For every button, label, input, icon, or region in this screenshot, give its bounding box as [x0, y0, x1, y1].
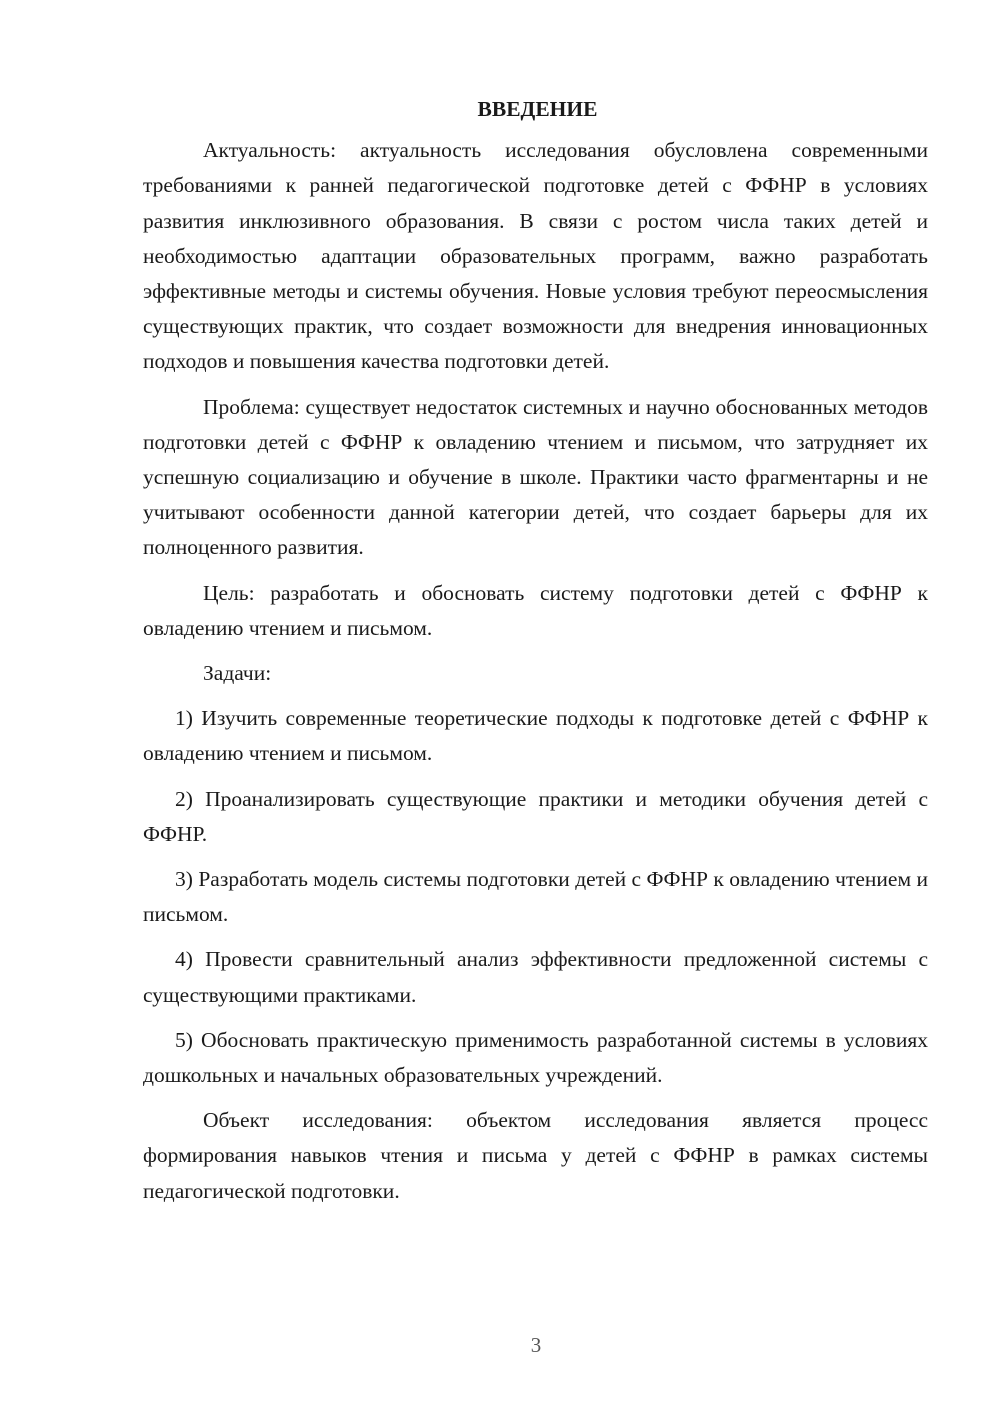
task-item-1: 1) Изучить современные теоретические подходы к подготовке детей с ФФНР к овладению чтением и письмом. — [143, 706, 928, 766]
task-item-3: 3) Разработать модель системы подготовки детей с ФФНР к овладению чтением и письмом. — [143, 867, 928, 927]
section-title: ВВЕДЕНИЕ — [477, 97, 598, 121]
task-item-5: 5) Обосновать практическую применимость разработанной системы в условиях дошкольных и начальных образовательных учреждений. — [143, 1027, 928, 1088]
paragraph-goal: Цель: разработать и обосновать систему подготовки детей с ФФНР к овладению чтением и письмом. — [143, 580, 928, 640]
task-item-2: 2) Проанализировать существующие практики и методики обучения детей с ФФНР. — [143, 786, 928, 846]
paragraph-problem: Проблема: существует недостаток системных и научно обоснованных методов подготовки детей с ФФНР к овладению чтением и письмом, что затрудняет их успешную социализацию и обучение в школе. Практики часто фрагментарны и не учитывают особенности данной категории детей, что создает барьеры для их полноценного развития. — [143, 394, 928, 560]
task-item-4: 4) Провести сравнительный анализ эффективности предложенной системы с существующими практиками. — [143, 947, 928, 1007]
tasks-heading: Задачи: — [203, 661, 272, 686]
page-number: 3 — [530, 1333, 542, 1357]
paragraph-relevance: Актуальность: актуальность исследования обусловлена современными требованиями к ранней педагогической подготовке детей с ФФНР в условиях развития инклюзивного образования. В связи с ростом числа таких детей и необходимостью адаптации образовательных программ, важно разработать эффективные методы и системы обучения. Новые условия требуют переосмысления существующих практик, что создает возможности для внедрения инновационных подходов и повышения качества подготовки детей. — [143, 138, 928, 374]
paragraph-object: Объект исследования: объектом исследования является процесс формирования навыков чтения и письма у детей с ФФНР в рамках системы педагогической подготовки. — [143, 1108, 928, 1203]
document-page — [143, 92, 928, 1219]
